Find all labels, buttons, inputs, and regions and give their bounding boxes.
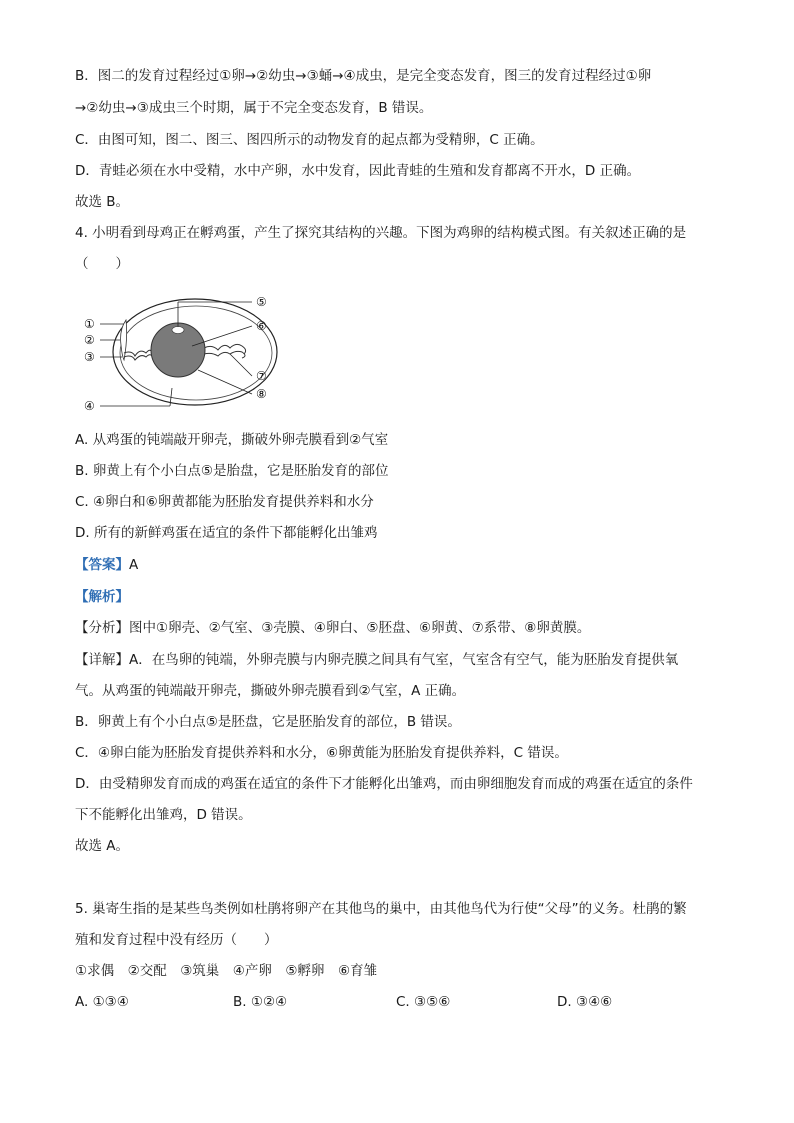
label-8: ⑧ <box>256 387 267 401</box>
q4-explain-3: C．④卵白能为胚胎发育提供养料和水分，⑥卵黄能为胚胎发育提供养料，C 错误。 <box>75 745 568 761</box>
label-3: ③ <box>84 350 95 364</box>
fenxi-tag: 【分析】 <box>75 620 129 636</box>
label-5: ⑤ <box>256 295 267 309</box>
xiangjie-text: A．在鸟卵的钝端，外卵壳膜与内卵壳膜之间具有气室，气室含有空气，能为胚胎发育提供氧 <box>129 652 679 668</box>
q4-explain-4: D．由受精卵发育而成的鸡蛋在适宜的条件下才能孵化出雏鸡，而由卵细胞发育而成的鸡蛋在适宜的条件 <box>75 776 693 792</box>
q4-option-c: C. ④卵白和⑥卵黄都能为胚胎发育提供养料和水分 <box>75 494 374 510</box>
q3-line-b1: B．图二的发育过程经过①卵→②幼虫→③蛹→④成虫，是完全变态发育，图三的发育过程经过①卵 <box>75 68 652 84</box>
xiangjie-tag: 【详解】 <box>75 652 129 668</box>
egg-structure-diagram <box>80 290 280 420</box>
q5-stem-line2: 殖和发育过程中没有经历（ ） <box>75 932 278 948</box>
q3-line-d: D．青蛙必须在水中受精，水中产卵，水中发育，因此青蛙的生殖和发育都离不开水，D 正确。 <box>75 163 641 179</box>
q4-explain-2: B．卵黄上有个小白点⑤是胚盘，它是胚胎发育的部位，B 错误。 <box>75 714 461 730</box>
answer-tag: 【答案】 <box>75 557 129 573</box>
q4-explain-5: 下不能孵化出雏鸡，D 错误。 <box>75 807 252 823</box>
q4-option-a: A. 从鸡蛋的钝端敲开卵壳，撕破外卵壳膜看到②气室 <box>75 432 389 448</box>
q4-stem-line2: （ ） <box>75 256 129 272</box>
q4-stem-line1: 4. 小明看到母鸡正在孵鸡蛋，产生了探究其结构的兴趣。下图为鸡卵的结构模式图。有关叙述正确的是 <box>75 225 687 241</box>
q5-items: ①求偶 ②交配 ③筑巢 ④产卵 ⑤孵卵 ⑥育雏 <box>75 963 378 979</box>
q4-fenxi-line <box>75 620 590 636</box>
q5-option-a: A. ①③④ <box>75 994 129 1010</box>
label-4: ④ <box>84 399 95 413</box>
q4-answer-line <box>75 557 138 573</box>
label-6: ⑥ <box>256 319 267 333</box>
q3-conclusion: 故选 B。 <box>75 194 130 210</box>
answer-value: A <box>129 557 139 573</box>
q5-option-c: C. ③⑤⑥ <box>396 994 451 1010</box>
q5-stem-line1: 5. 巢寄生指的是某些鸟类例如杜鹃将卵产在其他鸟的巢中，由其他鸟代为行使“父母”的义务。杜鹃的繁 <box>75 901 687 917</box>
q4-xiangjie-line <box>75 652 678 668</box>
q4-option-b: B. 卵黄上有个小白点⑤是胎盘，它是胚胎发育的部位 <box>75 463 389 479</box>
germinal-disc <box>172 327 184 334</box>
q4-option-d: D. 所有的新鲜鸡蛋在适宜的条件下都能孵化出雏鸡 <box>75 525 378 541</box>
q5-option-d: D. ③④⑥ <box>557 994 613 1010</box>
q4-conclusion: 故选 A。 <box>75 838 130 854</box>
label-2: ② <box>84 333 95 347</box>
analysis-tag: 【解析】 <box>75 589 129 605</box>
q5-option-b: B. ①②④ <box>233 994 288 1010</box>
q4-analysis-line <box>75 589 129 605</box>
q3-line-b2: →②幼虫→③成虫三个时期，属于不完全变态发育，B 错误。 <box>75 100 433 116</box>
fenxi-text: 图中①卵壳、②气室、③壳膜、④卵白、⑤胚盘、⑥卵黄、⑦系带、⑧卵黄膜。 <box>129 620 591 636</box>
label-7: ⑦ <box>256 369 267 383</box>
q3-line-c: C．由图可知，图二、图三、图四所示的动物发育的起点都为受精卵，C 正确。 <box>75 132 544 148</box>
label-1: ① <box>84 317 95 331</box>
q4-explain-1: 气。从鸡蛋的钝端敲开卵壳，撕破外卵壳膜看到②气室，A 正确。 <box>75 683 466 699</box>
